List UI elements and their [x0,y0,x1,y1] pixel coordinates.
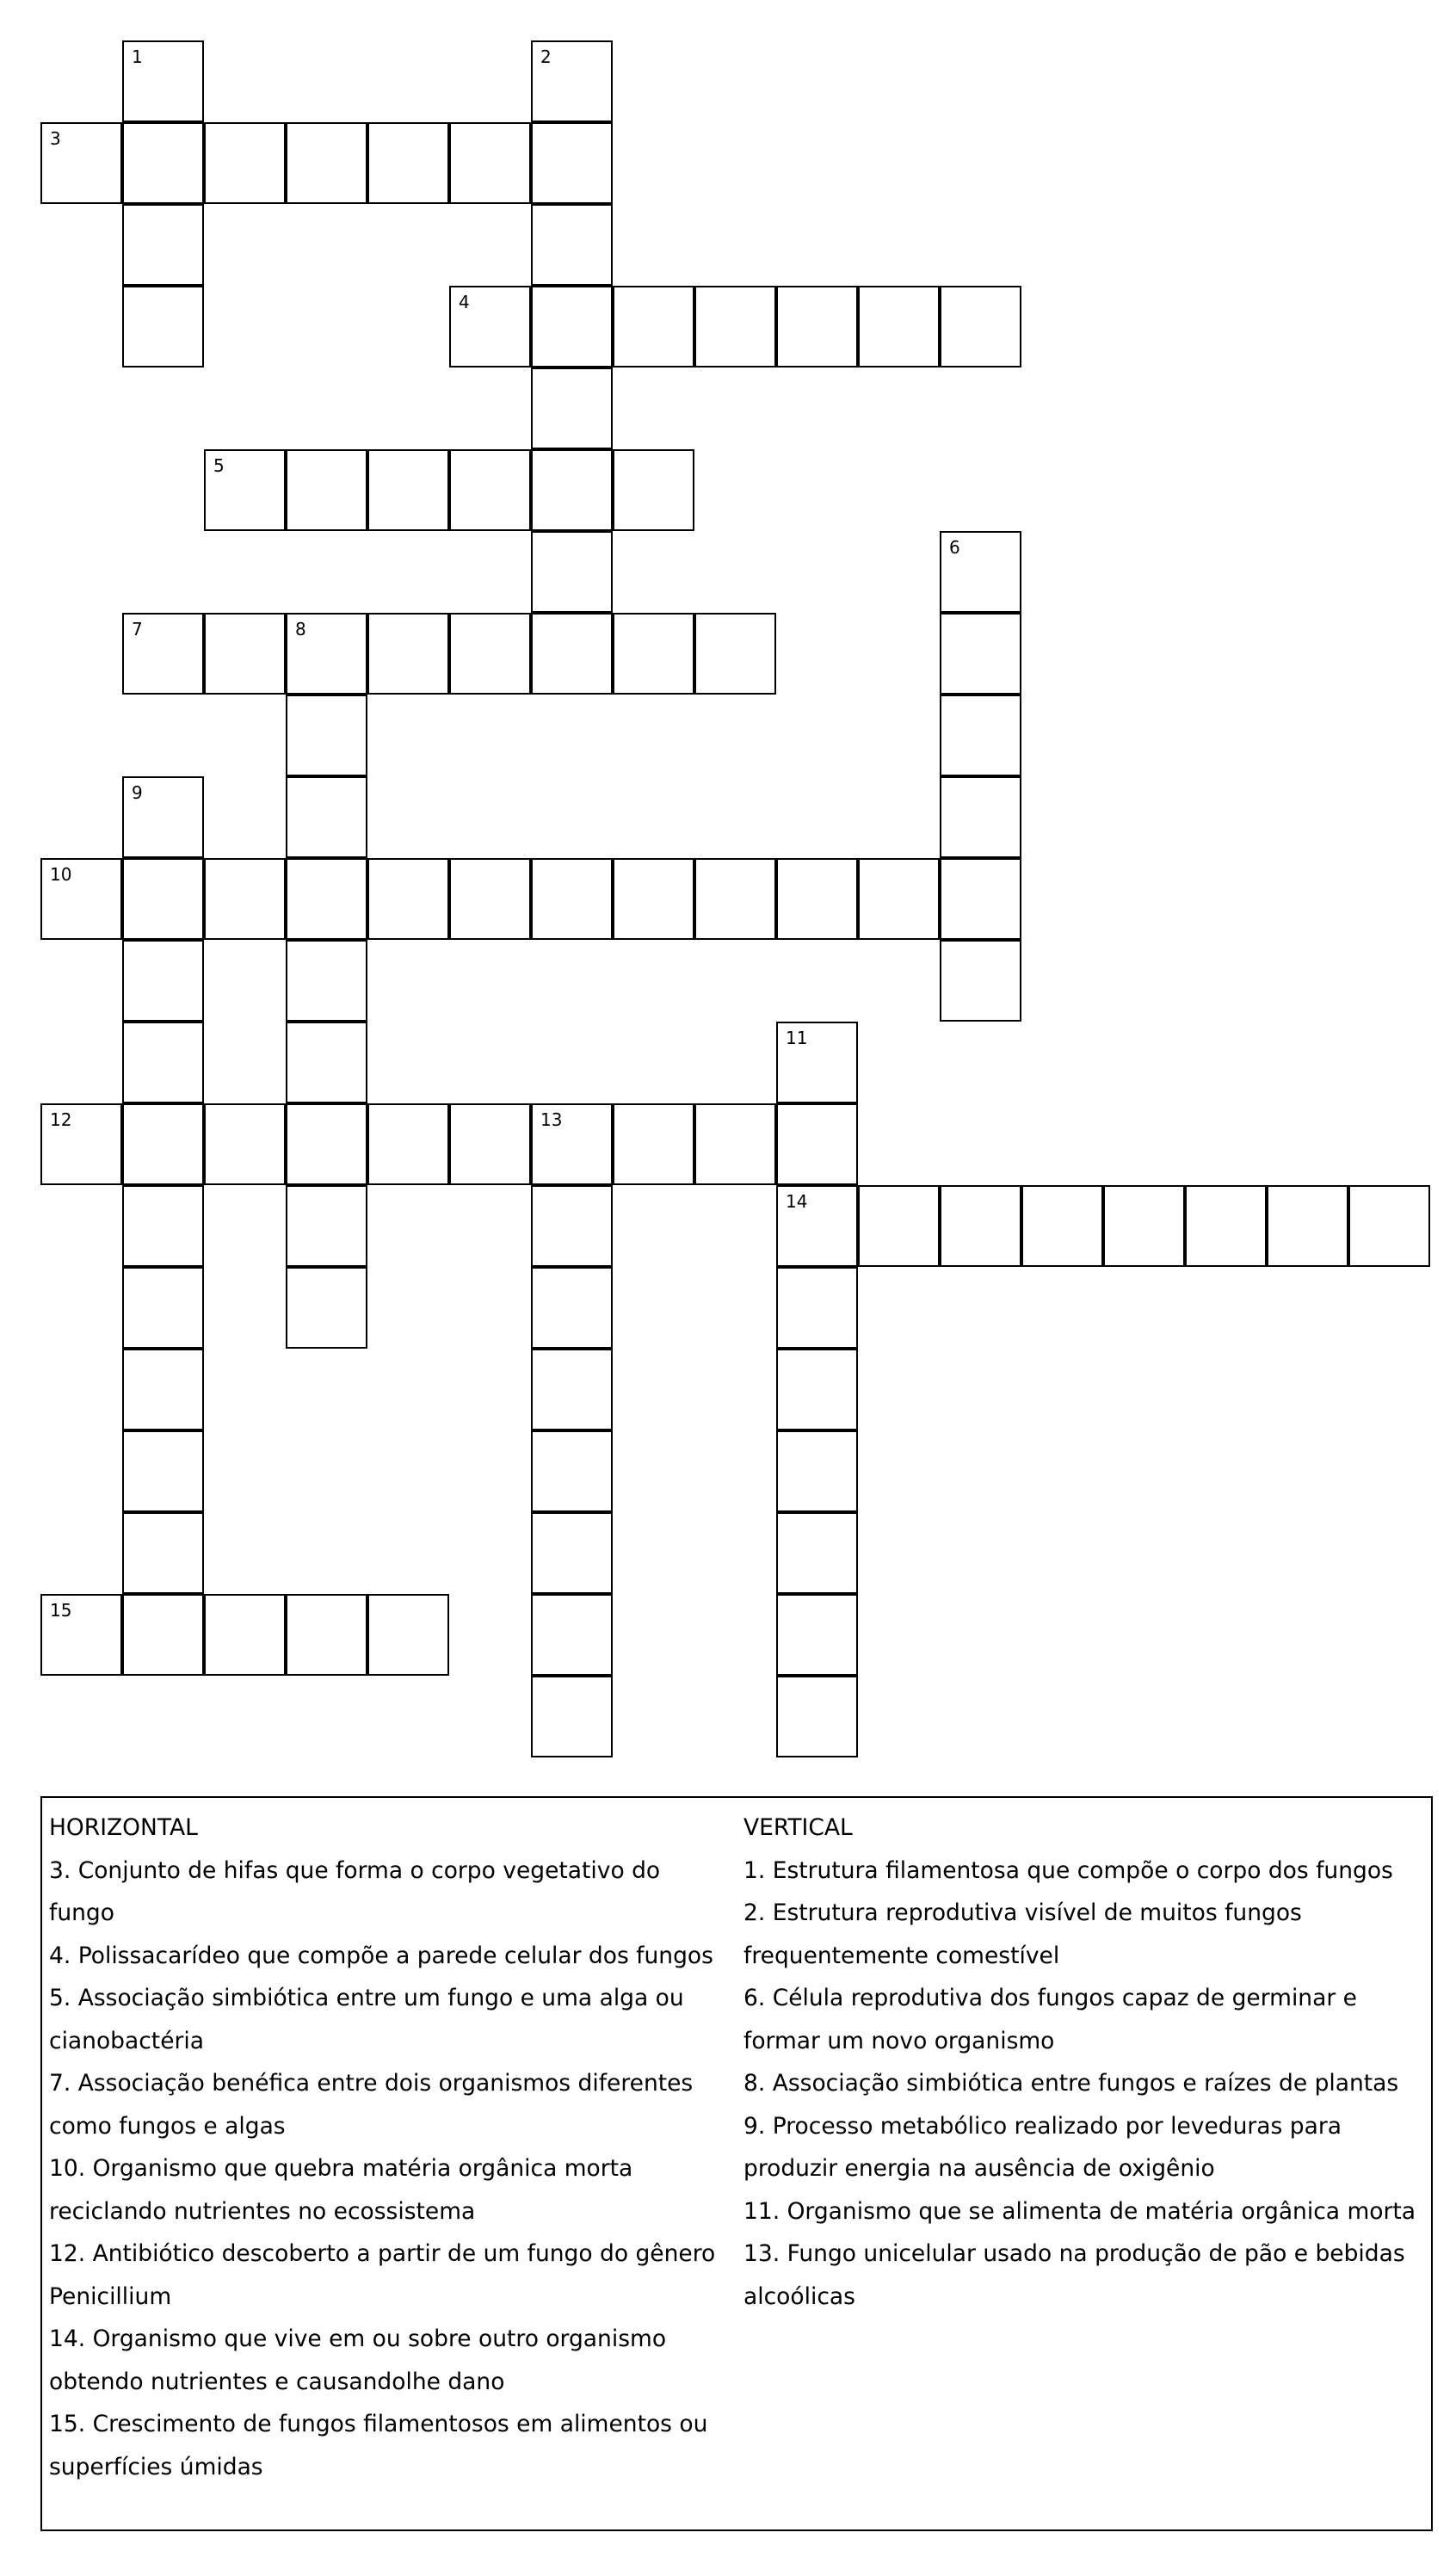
grid-cell[interactable] [449,858,531,940]
clue-number: 2 [540,46,552,67]
grid-cell[interactable] [531,1430,613,1512]
horizontal-clue-line: superfícies úmidas [49,2453,263,2480]
grid-cell[interactable] [613,613,694,695]
grid-cell[interactable] [776,1594,858,1676]
grid-cell[interactable] [940,1185,1021,1267]
clue-number: 8 [295,619,306,639]
grid-cell[interactable] [122,1512,204,1594]
vertical-clue-line: 8. Associação simbiótica entre fungos e raízes de plantas [743,2070,1399,2097]
grid-cell[interactable] [122,122,204,204]
grid-cell[interactable] [940,858,1021,940]
grid-cell[interactable] [204,858,286,940]
grid-cell[interactable] [776,1022,858,1103]
grid-cell[interactable] [122,1103,204,1185]
grid-cell[interactable] [286,1267,367,1349]
horizontal-clue-line: 14. Organismo que vive em ou sobre outro organismo [49,2326,667,2352]
grid-cell[interactable] [286,1594,367,1676]
grid-cell[interactable] [613,1103,694,1185]
grid-cell[interactable] [531,1349,613,1430]
clues-box [40,1796,1433,2531]
grid-cell[interactable] [367,449,449,531]
grid-cell[interactable] [1021,1185,1103,1267]
grid-cell[interactable] [776,1185,858,1267]
grid-cell[interactable] [367,613,449,695]
grid-cell[interactable] [449,122,531,204]
grid-cell[interactable] [531,204,613,286]
clue-number: 1 [132,46,143,67]
grid-cell[interactable] [858,286,940,368]
horizontal-clues-column [49,1807,746,2488]
grid-cell[interactable] [531,368,613,449]
grid-cell[interactable] [531,1185,613,1267]
grid-cell[interactable] [40,858,122,940]
grid-cell[interactable] [286,695,367,776]
grid-cell[interactable] [286,1103,367,1185]
grid-cell[interactable] [694,1103,776,1185]
horizontal-clue-line: 4. Polissacarídeo que compõe a parede celular dos fungos [49,1942,713,1969]
grid-cell[interactable] [286,1022,367,1103]
grid-cell[interactable] [122,1185,204,1267]
grid-cell[interactable] [940,940,1021,1022]
horizontal-clue-line: como fungos e algas [49,2112,286,2140]
grid-cell[interactable] [122,40,204,122]
grid-cell[interactable] [531,1103,613,1185]
grid-cell[interactable] [122,204,204,286]
grid-cell[interactable] [122,1349,204,1430]
horizontal-clue-line: obtendo nutrientes e causandolhe dano [49,2368,505,2395]
vertical-clue-line: 9. Processo metabólico realizado por leveduras para [743,2112,1342,2140]
grid-cell[interactable] [694,858,776,940]
vertical-clue-line: produzir energia na ausência de oxigênio [743,2155,1215,2182]
grid-cell[interactable] [286,613,367,695]
grid-cell[interactable] [122,1430,204,1512]
grid-cell[interactable] [1103,1185,1185,1267]
grid-cell[interactable] [1185,1185,1267,1267]
grid-cell[interactable] [204,613,286,695]
vertical-clue-line: 6. Célula reprodutiva dos fungos capaz de germinar e [743,1985,1357,2011]
vertical-clue-line: alcoólicas [743,2282,855,2310]
grid-cell[interactable] [531,1676,613,1757]
clue-number: 11 [786,1028,808,1048]
grid-cell[interactable] [40,1103,122,1185]
vertical-clue-line: 11. Organismo que se alimenta de matéria orgânica morta [743,2197,1416,2225]
grid-cell[interactable] [367,122,449,204]
grid-cell[interactable] [940,695,1021,776]
grid-cell[interactable] [531,40,613,122]
grid-cell[interactable] [613,449,694,531]
grid-cell[interactable] [858,1185,940,1267]
grid-cell[interactable] [449,1103,531,1185]
horizontal-clue-line: Penicillium [49,2282,172,2310]
grid-cell[interactable] [122,1594,204,1676]
vertical-clue-line: 1. Estrutura filamentosa que compõe o corpo dos fungos [743,1856,1393,1884]
grid-cell[interactable] [531,613,613,695]
grid-cell[interactable] [367,858,449,940]
vertical-clue-line: formar um novo organismo [743,2027,1055,2054]
horizontal-clue-line: reciclando nutrientes no ecossistema [49,2197,476,2225]
grid-cell[interactable] [940,286,1021,368]
grid-cell[interactable] [286,858,367,940]
grid-cell[interactable] [776,858,858,940]
grid-cell[interactable] [776,1103,858,1185]
grid-cell[interactable] [286,940,367,1022]
grid-cell[interactable] [204,122,286,204]
grid-cell[interactable] [286,1185,367,1267]
grid-cell[interactable] [531,449,613,531]
clue-number: 13 [540,1109,563,1130]
grid-cell[interactable] [531,1267,613,1349]
grid-cell[interactable] [776,1349,858,1430]
vertical-clue-line: 13. Fungo unicelular usado na produção de pão e bebidas [743,2240,1405,2267]
grid-cell[interactable] [204,1103,286,1185]
clue-number: 12 [50,1109,72,1130]
grid-cell[interactable] [940,613,1021,695]
grid-cell[interactable] [367,1103,449,1185]
horizontal-clue-line: 3. Conjunto de hifas que forma o corpo vegetativo do [49,1856,661,1884]
grid-cell[interactable] [858,858,940,940]
grid-cell[interactable] [776,1676,858,1757]
horizontal-clue-line: cianobactéria [49,2027,205,2054]
grid-cell[interactable] [776,1267,858,1349]
grid-cell[interactable] [1348,1185,1430,1267]
grid-cell[interactable] [449,613,531,695]
grid-cell[interactable] [531,286,613,368]
clue-number: 10 [50,864,72,885]
horizontal-clue-line: 12. Antibiótico descoberto a partir de um fungo do gênero [49,2240,716,2267]
grid-cell[interactable] [449,449,531,531]
clue-number: 9 [132,782,143,803]
grid-cell[interactable] [286,449,367,531]
grid-cell[interactable] [122,776,204,858]
grid-cell[interactable] [940,776,1021,858]
clue-number: 3 [50,128,61,149]
grid-cell[interactable] [122,1022,204,1103]
grid-cell[interactable] [940,531,1021,613]
grid-cell[interactable] [531,1512,613,1594]
vertical-clues-column [743,1807,1432,2318]
grid-cell[interactable] [776,1512,858,1594]
grid-cell[interactable] [531,122,613,204]
vertical-clue-line: 2. Estrutura reprodutiva visível de muitos fungos [743,1899,1302,1926]
grid-cell[interactable] [367,1594,449,1676]
grid-cell[interactable] [1267,1185,1348,1267]
grid-cell[interactable] [531,531,613,613]
grid-cell[interactable] [122,613,204,695]
clue-number: 5 [213,455,225,476]
grid-cell[interactable] [776,286,858,368]
clue-number: 14 [786,1191,808,1212]
grid-cell[interactable] [286,776,367,858]
clue-number: 15 [50,1600,72,1621]
grid-cell[interactable] [776,1430,858,1512]
horizontal-clue-line: 7. Associação benéfica entre dois organismos diferentes [49,2070,694,2097]
horizontal-clue-line: 5. Associação simbiótica entre um fungo e uma alga ou [49,1985,684,2011]
grid-cell[interactable] [204,449,286,531]
grid-cell[interactable] [694,613,776,695]
clue-number: 6 [949,537,960,558]
horizontal-clue-line: 15. Crescimento de fungos filamentosos em alimentos ou [49,2411,708,2437]
grid-cell[interactable] [449,286,531,368]
vertical-heading: VERTICAL [743,1814,853,1841]
grid-cell[interactable] [613,858,694,940]
grid-cell[interactable] [40,122,122,204]
grid-cell[interactable] [613,286,694,368]
grid-cell[interactable] [204,1594,286,1676]
grid-cell[interactable] [122,858,204,940]
grid-cell[interactable] [694,286,776,368]
vertical-clue-line: frequentemente comestível [743,1942,1060,1969]
grid-cell[interactable] [531,1594,613,1676]
clue-number: 4 [459,292,470,312]
horizontal-clue-line: 10. Organismo que quebra matéria orgânica morta [49,2155,633,2182]
grid-cell[interactable] [40,1594,122,1676]
grid-cell[interactable] [286,122,367,204]
grid-cell[interactable] [531,858,613,940]
grid-cell[interactable] [122,940,204,1022]
horizontal-heading: HORIZONTAL [49,1814,198,1841]
horizontal-clue-line: fungo [49,1899,114,1926]
clue-number: 7 [132,619,143,639]
grid-cell[interactable] [122,286,204,368]
grid-cell[interactable] [122,1267,204,1349]
